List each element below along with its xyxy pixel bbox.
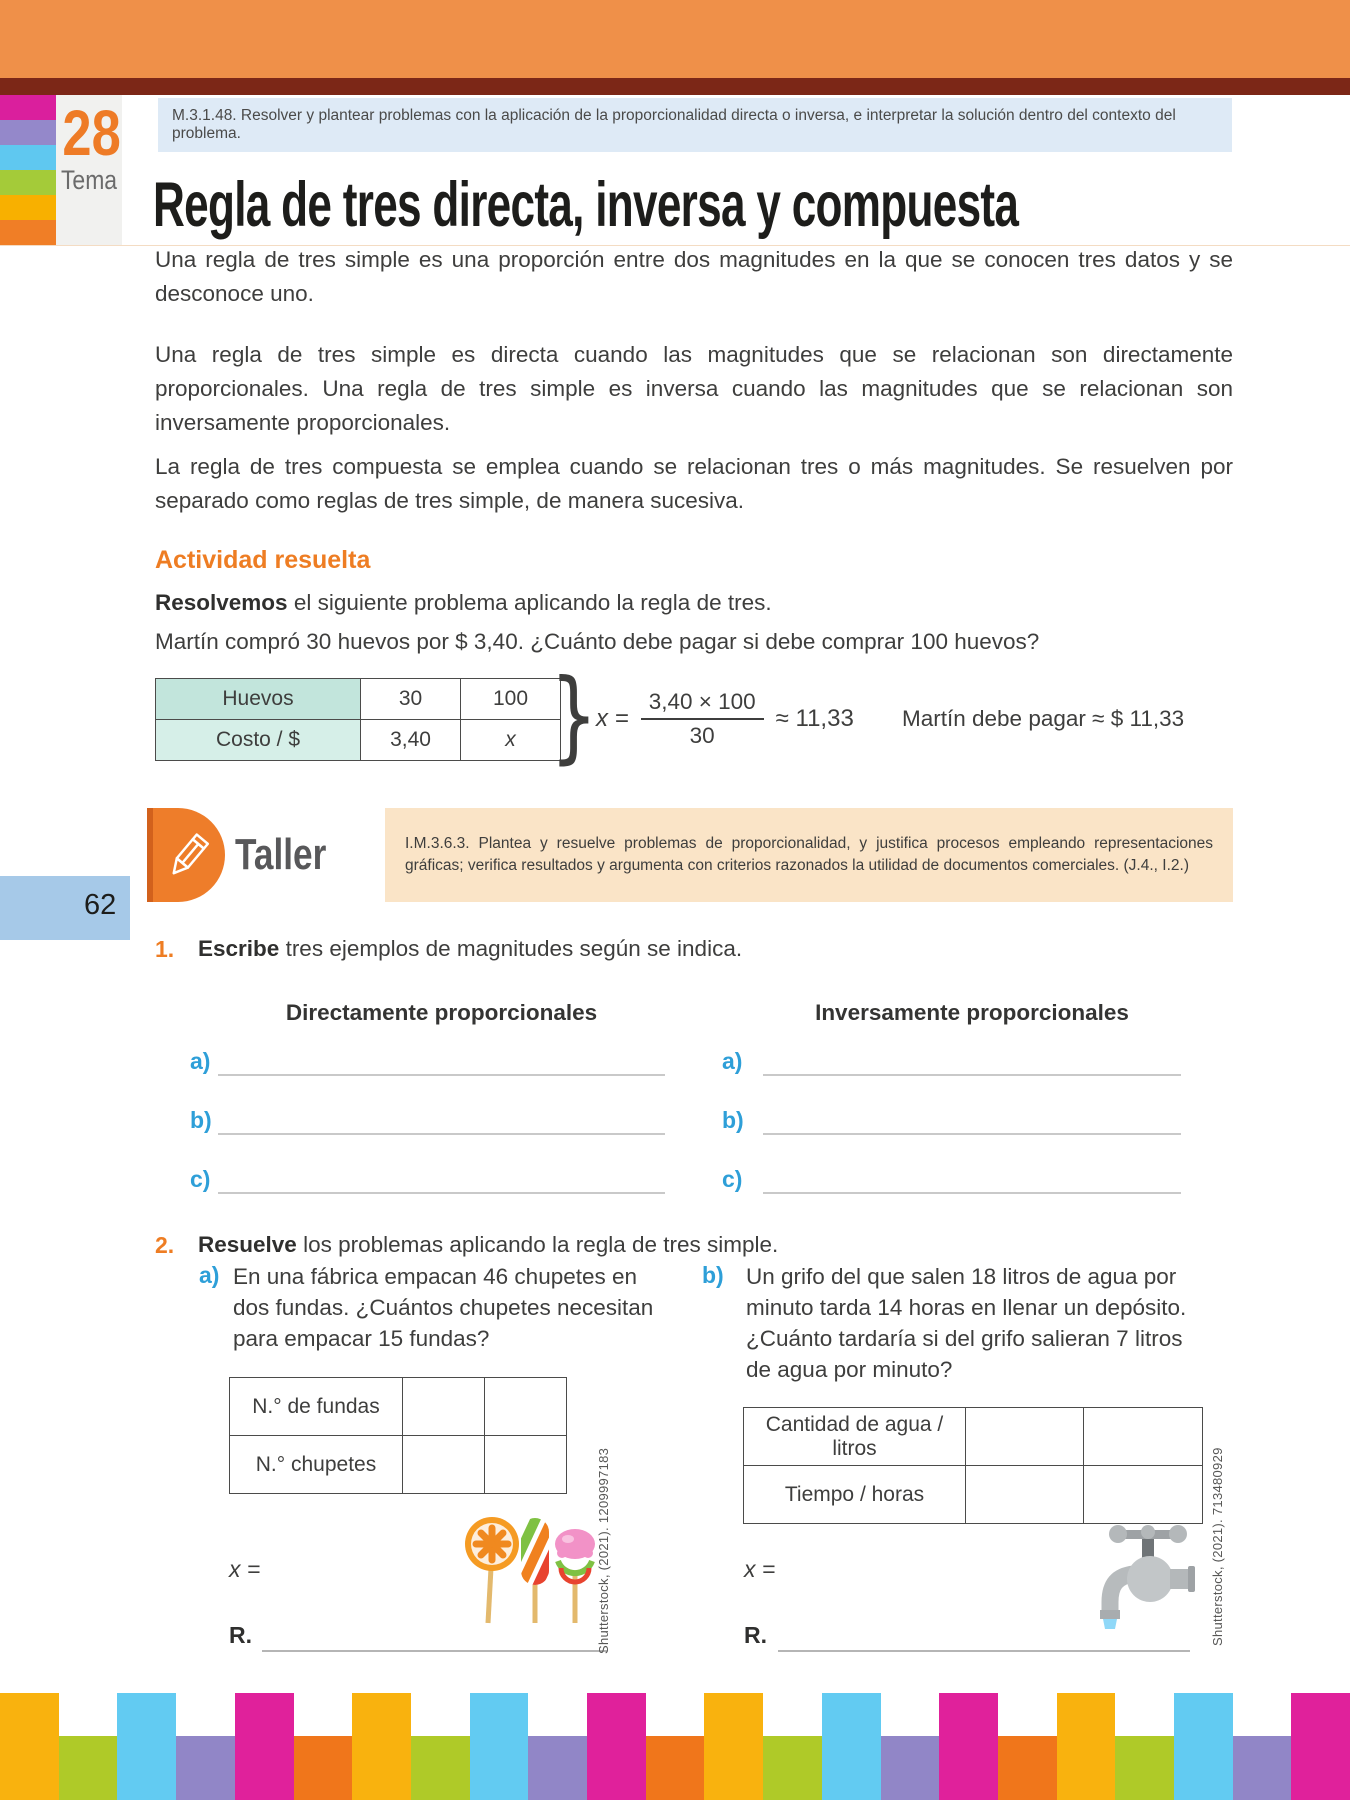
- problem-b-table: [743, 1407, 1203, 1524]
- spine-square: [0, 120, 56, 145]
- intro-paragraph-3: La regla de tres compuesta se emplea cuando se relacionan tres o más magnitudes. Se resuelven por separado como reglas de tres simple, de manera sucesiva.: [155, 454, 1233, 513]
- spine-square: [0, 145, 56, 170]
- footer-bar: [1115, 1736, 1174, 1800]
- empty-cell[interactable]: [403, 1436, 485, 1494]
- footer-bar: [763, 1736, 822, 1800]
- footer-bar: [0, 1693, 59, 1800]
- row-label: Tiempo / horas: [744, 1466, 966, 1524]
- column-header-direct: Directamente proporcionales: [285, 1000, 598, 1025]
- cell-value: 100: [461, 679, 561, 720]
- footer-bar: [822, 1693, 881, 1800]
- table-row: [744, 1408, 1203, 1466]
- solved-equation: [596, 672, 854, 766]
- footer-bar: [176, 1736, 235, 1800]
- footer-bar: [117, 1693, 176, 1800]
- fraction-denominator: 30: [641, 718, 764, 749]
- footer-bar: [881, 1736, 940, 1800]
- brace-glyph: }: [550, 657, 598, 774]
- pencil-icon: [158, 824, 220, 886]
- answer-line[interactable]: [218, 1074, 665, 1076]
- footer-bar: [704, 1693, 763, 1800]
- footer-bar: [1291, 1693, 1350, 1800]
- problem-b-x-equals[interactable]: x =: [744, 1556, 776, 1582]
- spine-squares: [0, 95, 56, 245]
- cell-value: 3,40: [361, 720, 461, 761]
- item-label-a: a): [190, 1048, 211, 1074]
- footer-bar: [528, 1736, 587, 1800]
- photo-credit: Shutterstock, (2021). 1209997183: [596, 1447, 611, 1654]
- table-row: [156, 720, 561, 761]
- equation-fraction: [641, 689, 764, 749]
- lollipops-image: [462, 1513, 597, 1628]
- lesson-number: 28: [62, 97, 121, 169]
- footer-bar: [352, 1693, 411, 1800]
- taller-standard-text: I.M.3.6.3. Plantea y resuelve problemas de proporcionalidad, y justifica procesos empleando representaciones gráficas; verifica resultados y argumenta con criterios razonados la utilidad de documentos comerciales. (J.4., I.2.): [405, 835, 1213, 874]
- empty-cell[interactable]: [485, 1378, 567, 1436]
- item-label-c: c): [722, 1166, 743, 1192]
- intro-paragraph-1: Una regla de tres simple es una proporción entre dos magnitudes en la que se conocen tres datos y se desconoce uno.: [155, 247, 1233, 306]
- row-label: Costo / $: [156, 720, 361, 761]
- solved-activity-table: [155, 678, 561, 761]
- lesson-label: Tema: [60, 165, 118, 195]
- empty-cell[interactable]: [966, 1466, 1084, 1524]
- problem-b-text: Un grifo del que salen 18 litros de agua por minuto tarda 14 horas en llenar un depósito. ¿Cuánto tardaría si del grifo salieran 7 litros de agua por minuto?: [746, 1264, 1187, 1382]
- cell-value: x: [461, 720, 561, 761]
- photo-credit: Shutterstock, (2021). 713480929: [1210, 1447, 1225, 1646]
- taller-badge: [153, 808, 225, 902]
- problem-a-table: [229, 1377, 567, 1494]
- equation-result: ≈ 11,33: [775, 705, 854, 732]
- footer-bar: [235, 1693, 294, 1800]
- footer-bar: [470, 1693, 529, 1800]
- footer-bar: [998, 1736, 1057, 1800]
- top-maroon-band: [0, 78, 1350, 95]
- empty-cell[interactable]: [966, 1408, 1084, 1466]
- answer-line[interactable]: [218, 1133, 665, 1135]
- row-label: N.° de fundas: [230, 1378, 403, 1436]
- top-orange-band: [0, 0, 1350, 78]
- answer-line[interactable]: [763, 1074, 1181, 1076]
- problem-a-text: En una fábrica empacan 46 chupetes en dos fundas. ¿Cuántos chupetes necesitan para empacar 15 fundas?: [233, 1264, 654, 1351]
- exercise1-number: 1.: [155, 936, 175, 962]
- page-number-tab: [0, 876, 130, 940]
- problem-b-answer-label: R.: [744, 1622, 767, 1648]
- spine-square: [0, 195, 56, 220]
- answer-line[interactable]: [218, 1192, 665, 1194]
- fraction-numerator: 3,40 × 100: [648, 689, 756, 714]
- exercise1-instruction: Escribe tres ejemplos de magnitudes según se indica.: [198, 936, 743, 961]
- problem-a-x-equals[interactable]: x =: [229, 1556, 261, 1582]
- footer-bar: [1057, 1693, 1116, 1800]
- taller-label: Taller: [235, 830, 327, 879]
- curriculum-standard-box: [158, 98, 1232, 152]
- problem-a-label: a): [199, 1262, 220, 1288]
- spine-square: [0, 170, 56, 195]
- lesson-badge: [56, 95, 122, 245]
- spine-square: [0, 220, 56, 245]
- empty-cell[interactable]: [1084, 1408, 1203, 1466]
- problem-a-answer-label: R.: [229, 1622, 252, 1648]
- solved-activity-lead: Resolvemos el siguiente problema aplicando la regla de tres.: [155, 590, 772, 615]
- footer-bar: [59, 1736, 118, 1800]
- answer-line[interactable]: [262, 1650, 607, 1652]
- curriculum-standard-text: M.3.1.48. Resolver y plantear problemas con la aplicación de la proporcionalidad directa o inversa, e interpretar la solución dentro del contexto del problema.: [172, 107, 1176, 142]
- spine-square: [0, 95, 56, 120]
- page-number: 62: [84, 889, 117, 921]
- item-label-a: a): [722, 1048, 743, 1074]
- column-header-inverse: Inversamente proporcionales: [815, 1000, 1129, 1025]
- footer-bars: [0, 1693, 1350, 1800]
- item-label-c: c): [190, 1166, 211, 1192]
- table-row: [156, 679, 561, 720]
- solved-conclusion: Martín debe pagar ≈ $ 11,33: [902, 706, 1185, 731]
- row-label: N.° chupetes: [230, 1436, 403, 1494]
- answer-line[interactable]: [763, 1192, 1181, 1194]
- footer-bar: [1174, 1693, 1233, 1800]
- taller-standard-box: [385, 808, 1233, 902]
- footer-bar: [294, 1736, 353, 1800]
- problem-b-label: b): [702, 1262, 724, 1288]
- exercise2-number: 2.: [155, 1232, 175, 1258]
- table-row: [230, 1436, 567, 1494]
- exercise2-instruction: Resuelve los problemas aplicando la regla de tres simple.: [198, 1232, 779, 1257]
- row-label: Huevos: [156, 679, 361, 720]
- faucet-icon: [1098, 1522, 1198, 1632]
- footer-bar: [1233, 1736, 1292, 1800]
- answer-line[interactable]: [778, 1650, 1190, 1652]
- intro-paragraph-2: Una regla de tres simple es directa cuando las magnitudes que se relacionan son directamente proporcionales. Una regla de tres simple es inversa cuando las magnitudes que se relacionan son inversamente proporcionales.: [155, 342, 1233, 435]
- table-row: [744, 1466, 1203, 1524]
- solved-activity-problem: Martín compró 30 huevos por $ 3,40. ¿Cuánto debe pagar si debe comprar 100 huevos?: [155, 629, 1040, 654]
- footer-bar: [939, 1693, 998, 1800]
- footer-bar: [646, 1736, 705, 1800]
- cell-value: 30: [361, 679, 461, 720]
- empty-cell[interactable]: [403, 1378, 485, 1436]
- item-label-b: b): [190, 1107, 212, 1133]
- solved-activity-heading: Actividad resuelta: [155, 546, 371, 574]
- empty-cell[interactable]: [1084, 1466, 1203, 1524]
- answer-line[interactable]: [763, 1133, 1181, 1135]
- footer-bar: [587, 1693, 646, 1800]
- page-title: Regla de tres directa, inversa y compuesta: [153, 170, 1019, 240]
- item-label-b: b): [722, 1107, 744, 1133]
- row-label: Cantidad de agua / litros: [744, 1408, 966, 1466]
- table-row: [230, 1378, 567, 1436]
- equation-lhs: x =: [596, 705, 629, 732]
- footer-bar: [411, 1736, 470, 1800]
- empty-cell[interactable]: [485, 1436, 567, 1494]
